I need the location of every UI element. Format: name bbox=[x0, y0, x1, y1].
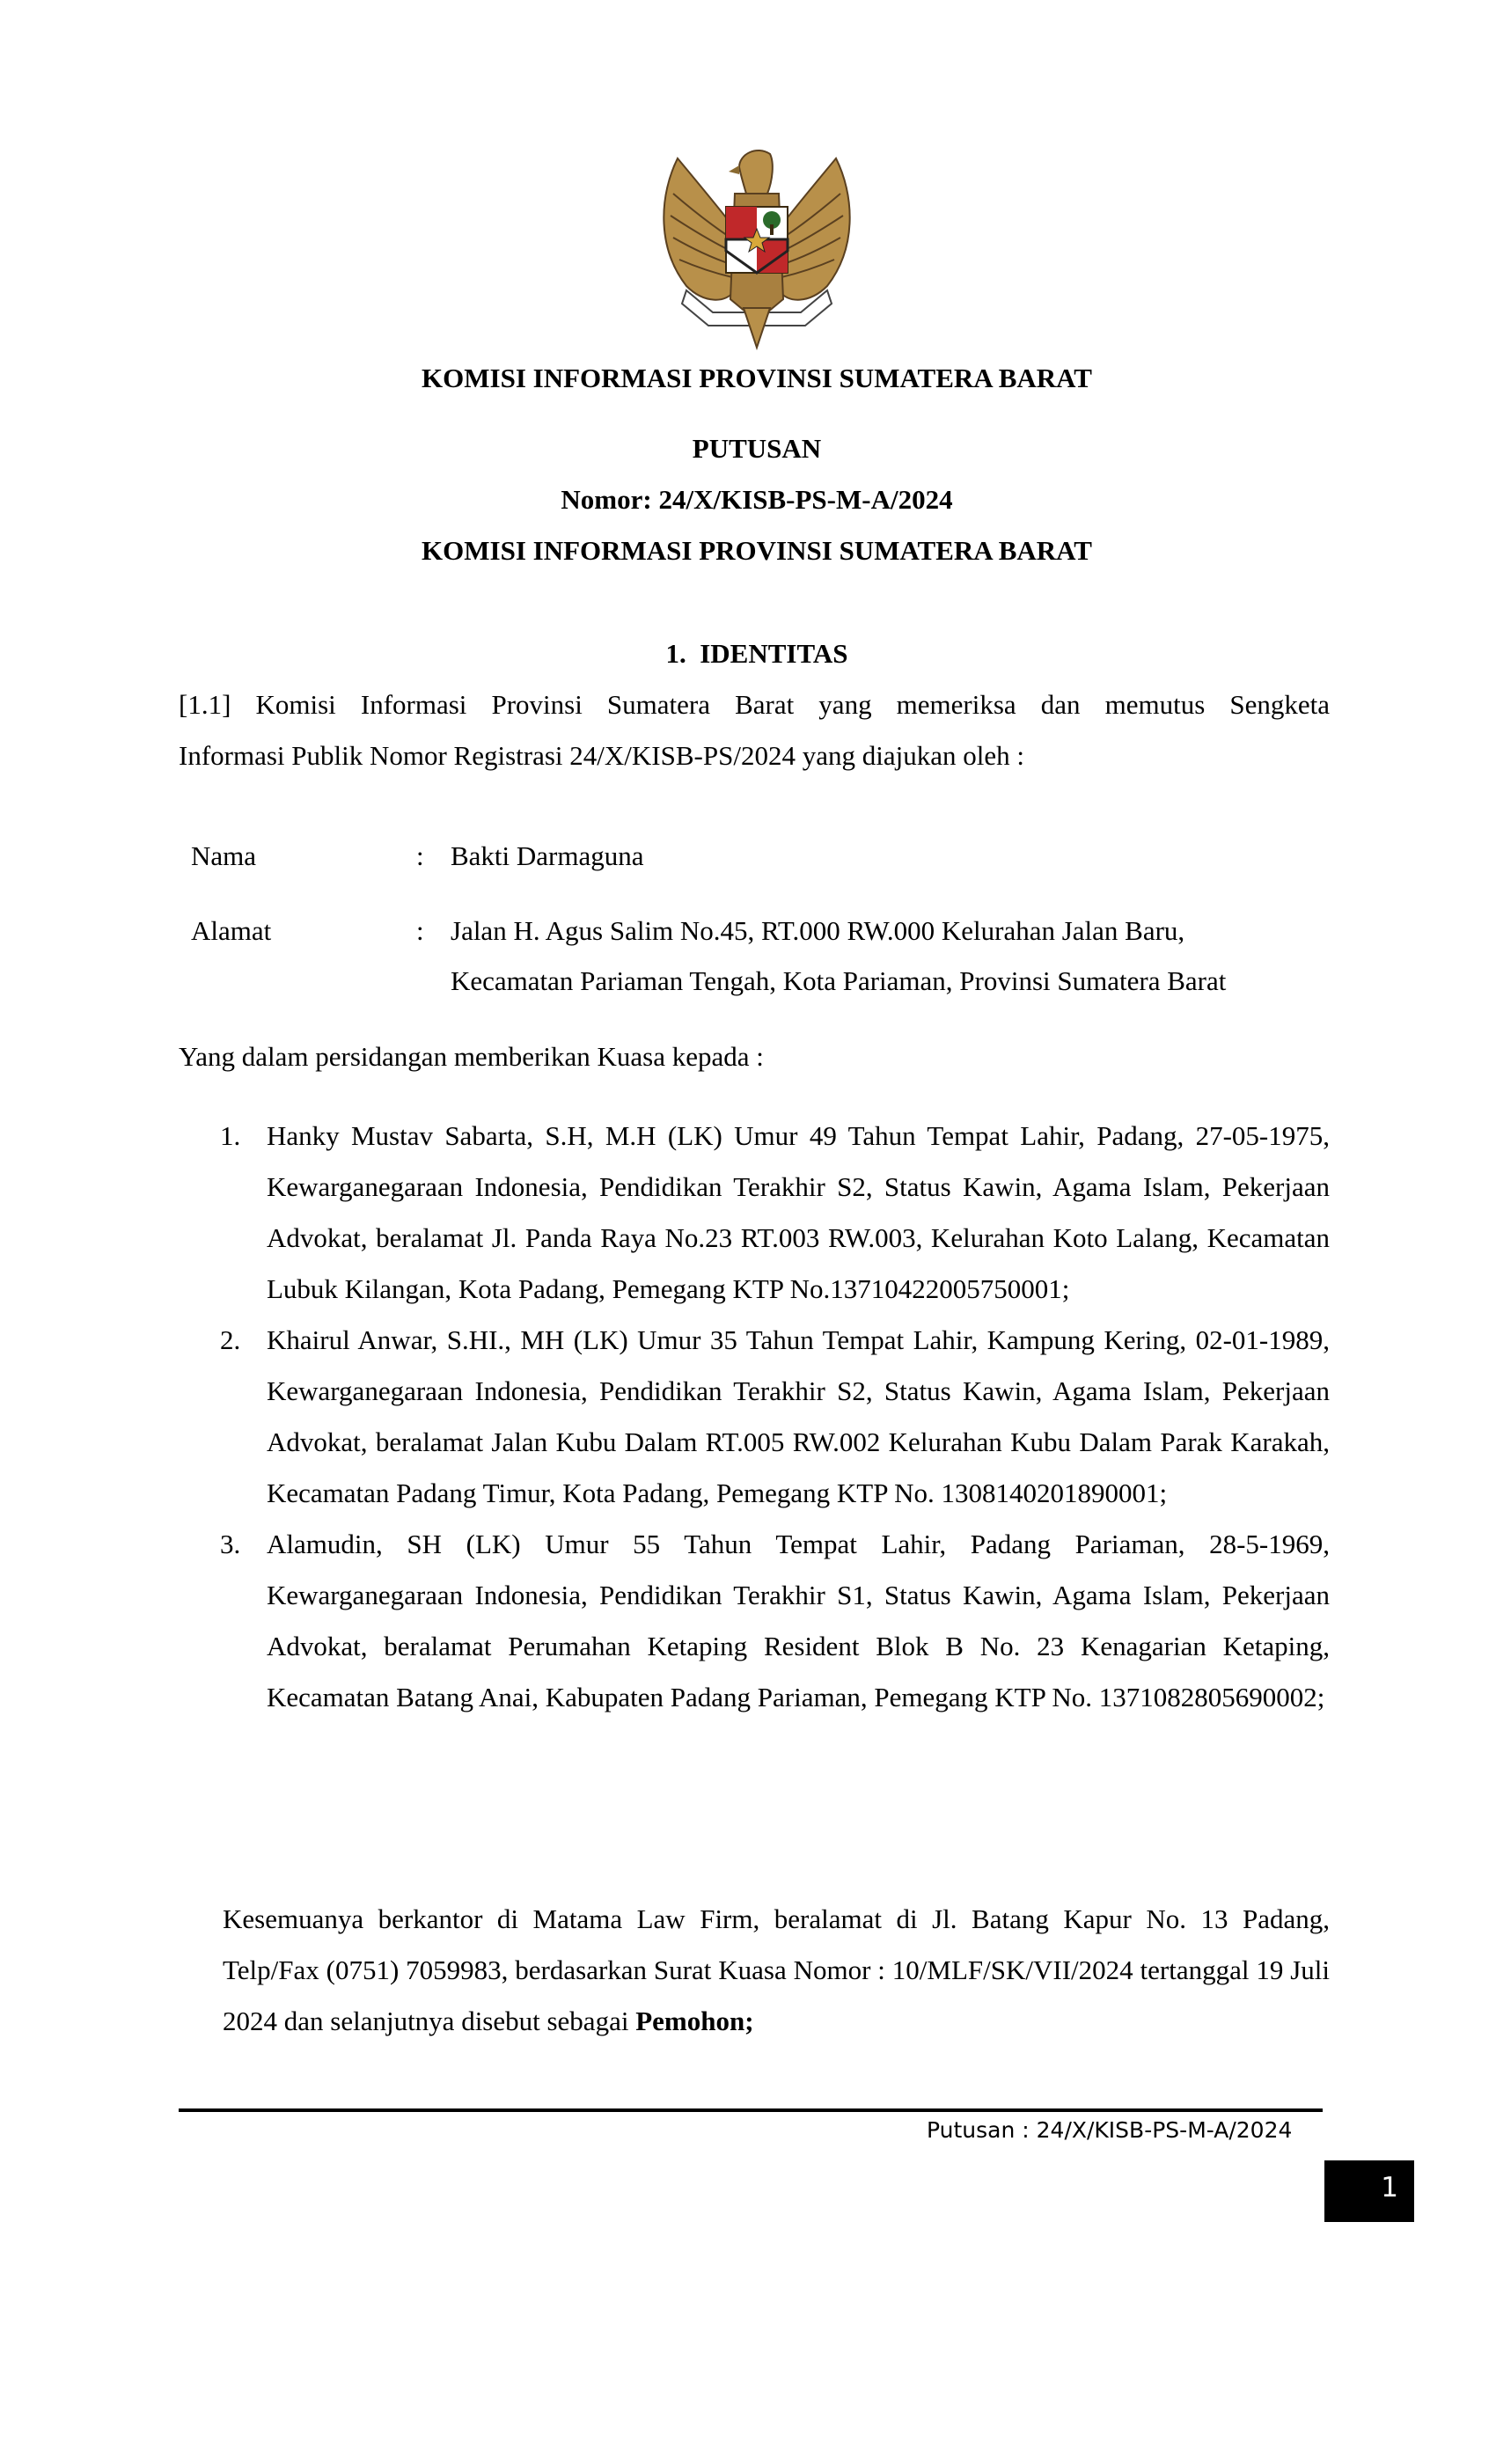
page-number: 1 bbox=[1381, 2172, 1398, 2204]
list-item-number: 2. bbox=[220, 1324, 241, 1355]
name-label: Nama bbox=[191, 840, 257, 871]
garuda-emblem-icon bbox=[651, 132, 862, 356]
closing-bold-term: Pemohon; bbox=[635, 2006, 754, 2036]
name-value: Bakti Darmaguna bbox=[451, 840, 644, 871]
intro-line-2: Informasi Publik Nomor Registrasi 24/X/KISB-PS/2024 yang diajukan oleh : bbox=[179, 740, 1024, 771]
document-number: Nomor: 24/X/KISB-PS-M-A/2024 bbox=[561, 484, 953, 515]
intro-line-1: [1.1] Komisi Informasi Provinsi Sumatera Barat yang memeriksa dan memutus Sengketa bbox=[179, 689, 1330, 720]
footer-reference: Putusan : 24/X/KISB-PS-M-A/2024 bbox=[927, 2117, 1293, 2143]
address-line-1: Jalan H. Agus Salim No.45, RT.000 RW.000 Kelurahan Jalan Baru, bbox=[451, 915, 1185, 946]
list-item-number: 3. bbox=[220, 1529, 241, 1559]
address-line-2: Kecamatan Pariaman Tengah, Kota Pariaman, Provinsi Sumatera Barat bbox=[451, 965, 1227, 996]
institution-title-repeat: KOMISI INFORMASI PROVINSI SUMATERA BARAT bbox=[422, 535, 1092, 566]
page-number-badge bbox=[1324, 2160, 1414, 2222]
institution-title: KOMISI INFORMASI PROVINSI SUMATERA BARAT bbox=[422, 363, 1092, 393]
proxy-intro: Yang dalam persidangan memberikan Kuasa kepada : bbox=[179, 1041, 764, 1072]
intro-paragraph bbox=[179, 679, 1330, 781]
list-item bbox=[220, 1111, 1330, 1315]
document-type: PUTUSAN bbox=[692, 433, 822, 464]
section-heading bbox=[0, 638, 1496, 670]
proxy-list bbox=[220, 1111, 1330, 1723]
list-item-number: 1. bbox=[220, 1120, 241, 1151]
closing-paragraph bbox=[223, 1894, 1330, 2047]
closing-text: Kesemuanya berkantor di Matama Law Firm, beralamat di Jl. Batang Kapur No. 13 Padang, Telp/Fax (0751) 7059983, berdasarkan Surat Kuasa Nomor : 10/MLF/SK/VII/2024 tertanggal 19 Juli 2024 dan selanjutnya disebut sebagai bbox=[223, 1903, 1330, 2036]
list-item bbox=[220, 1315, 1330, 1519]
footer-divider bbox=[179, 2108, 1323, 2112]
list-item-text: Hanky Mustav Sabarta, S.H, M.H (LK) Umur 49 Tahun Tempat Lahir, Padang, 27-05-1975, Kewarganegaraan Indonesia, Pendidikan Terakhir S2, Status Kawin, Agama Islam, Pekerjaan Advokat, beralamat Jl. Panda Raya No.23 RT.003 RW.003, Kelurahan Koto Lalang, Kecamatan Lubuk Kilangan, Kota Padang, Pemegang KTP No.13710422005750001; bbox=[267, 1120, 1330, 1304]
address-colon: : bbox=[416, 915, 424, 946]
list-item-text: Khairul Anwar, S.HI., MH (LK) Umur 35 Tahun Tempat Lahir, Kampung Kering, 02-01-1989, Kewarganegaraan Indonesia, Pendidikan Terakhir S2, Status Kawin, Agama Islam, Pekerjaan Advokat, beralamat Jalan Kubu Dalam RT.005 RW.002 Kelurahan Kubu Dalam Parak Karakah, Kecamatan Padang Timur, Kota Padang, Pemegang KTP No. 1308140201890001; bbox=[267, 1324, 1330, 1508]
address-label: Alamat bbox=[191, 915, 272, 946]
name-colon: : bbox=[416, 840, 424, 871]
list-item-text: Alamudin, SH (LK) Umur 55 Tahun Tempat Lahir, Padang Pariaman, 28-5-1969, Kewarganegaraan Indonesia, Pendidikan Terakhir S1, Status Kawin, Agama Islam, Pekerjaan Advokat, beralamat Perumahan Ketaping Resident Blok B No. 23 Kenagarian Ketaping, Kecamatan Batang Anai, Kabupaten Padang Pariaman, Pemegang KTP No. 1371082805690002; bbox=[267, 1529, 1330, 1712]
section-heading-number: 1. bbox=[665, 638, 686, 669]
list-item bbox=[220, 1519, 1330, 1723]
section-heading-text: IDENTITAS bbox=[700, 638, 848, 669]
